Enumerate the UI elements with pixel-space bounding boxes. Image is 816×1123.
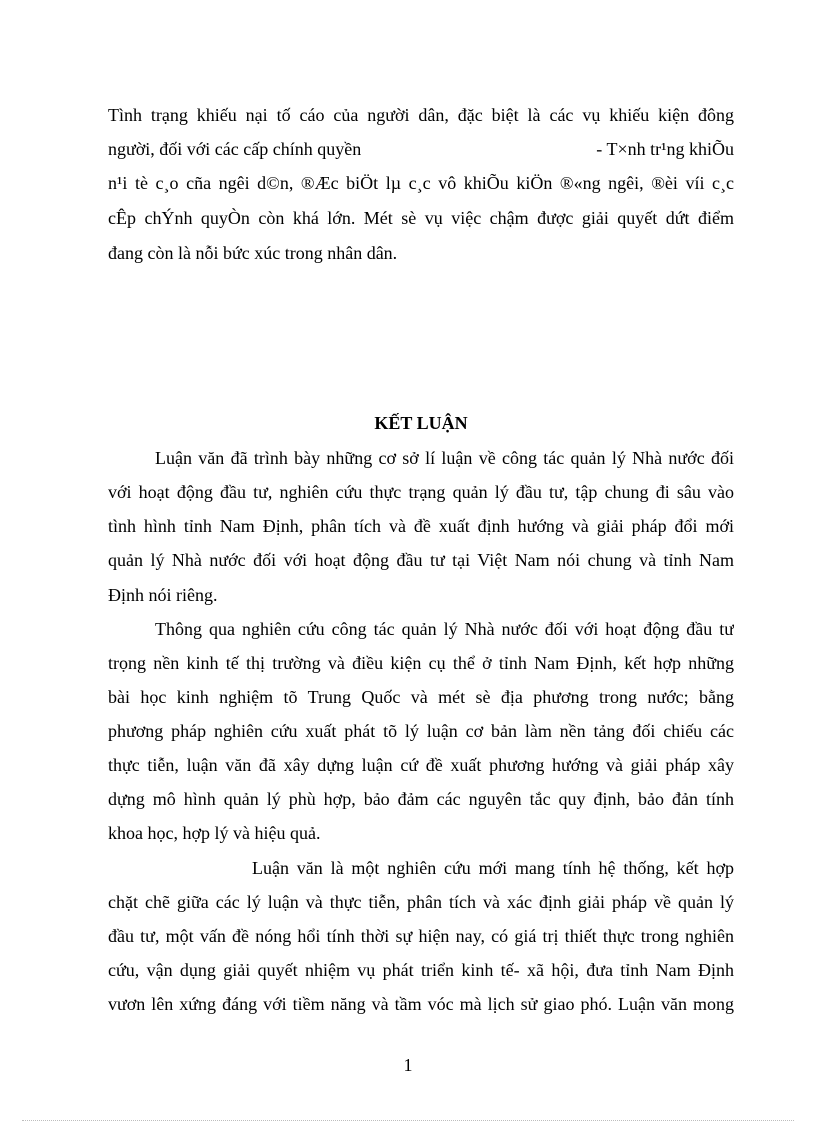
paragraph2-line-3: bài học kinh nghiệm tõ Trung Quốc và mét sè địa phương trong nước; bằng	[108, 687, 734, 707]
paragraph1-line-2: với hoạt động đầu tư, nghiên cứu thực trạng quản lý đầu tư, tập chung đi sâu vào	[108, 482, 734, 502]
paragraph2-line-5: thực tiễn, luận văn đã xây dựng luận cứ đề xuất phương hướng và giải pháp xây	[108, 755, 734, 775]
paragraph2-line-4: phương pháp nghiên cứu xuất phát tõ lý luận cơ bản làm nền tảng đối chiếu các	[108, 721, 734, 741]
paragraph1-line-5: Định nói riêng.	[108, 585, 218, 605]
intro-line-2	[108, 138, 734, 160]
intro-line-3: n¹i tè c¸o cña ngêi d©n, ®Æc biÖt lµ c¸c vô khiÕu kiÖn ®«ng ngêi, ®èi víi c¸c	[108, 173, 734, 193]
paragraph2-line-2: trọng nền kinh tế thị trường và điều kiện cụ thể ở tỉnh Nam Định, kết hợp những	[108, 653, 734, 673]
paragraph3-line-4: cứu, vận dụng giải quyết nhiệm vụ phát triển kinh tế- xã hội, đưa tỉnh Nam Định	[108, 960, 734, 980]
paragraph3-line-1: Luận văn là một nghiên cứu mới mang tính hệ thống, kết hợp	[252, 858, 734, 878]
paragraph2-line-6: dựng mô hình quản lý phù hợp, bảo đảm các nguyên tắc quy định, bảo đản tính	[108, 789, 734, 809]
intro-line-1: Tình trạng khiếu nại tố cáo của người dân, đặc biệt là các vụ khiếu kiện đông	[108, 105, 734, 125]
paragraph2-line-1: Thông qua nghiên cứu công tác quản lý Nhà nước đối với hoạt động đầu tư	[155, 619, 734, 639]
page-number: 1	[403, 1055, 413, 1075]
intro-line-2-left: người, đối với các cấp chính quyền	[108, 139, 362, 159]
paragraph2-line-7: khoa học, hợp lý và hiệu quả.	[108, 823, 321, 843]
intro-line-4: cÊp chÝnh quyÒn còn khá lớn. Mét sè vụ việc chậm được giải quyết dứt điểm	[108, 208, 734, 228]
paragraph1-line-3: tình hình tỉnh Nam Định, phân tích và đề xuất định hướng và giải pháp đổi mới	[108, 516, 734, 536]
conclusion-heading: KẾT LUẬN	[374, 413, 468, 433]
intro-line-5: đang còn là nỗi bức xúc trong nhân dân.	[108, 243, 398, 263]
paragraph3-line-5: vươn lên xứng đáng với tiềm năng và tầm vóc mà lịch sử giao phó. Luận văn mong	[108, 994, 734, 1014]
paragraph1-line-1: Luận văn đã trình bày những cơ sở lí luận về công tác quản lý Nhà nước đối	[155, 448, 734, 468]
intro-line-2-right: - T×nh tr¹ng khiÕu	[596, 139, 734, 159]
paragraph3-line-2: chặt chẽ giữa các lý luận và thực tiễn, phân tích và xác định giải pháp về quản lý	[108, 892, 734, 912]
paragraph1-line-4: quản lý Nhà nước đối với hoạt động đầu tư tại Việt Nam nói chung và tỉnh Nam	[108, 550, 734, 570]
page-bottom-divider	[22, 1120, 794, 1121]
paragraph3-line-3: đầu tư, một vấn đề nóng hổi tính thời sự hiện nay, có giá trị thiết thực trong nghiên	[108, 926, 734, 946]
